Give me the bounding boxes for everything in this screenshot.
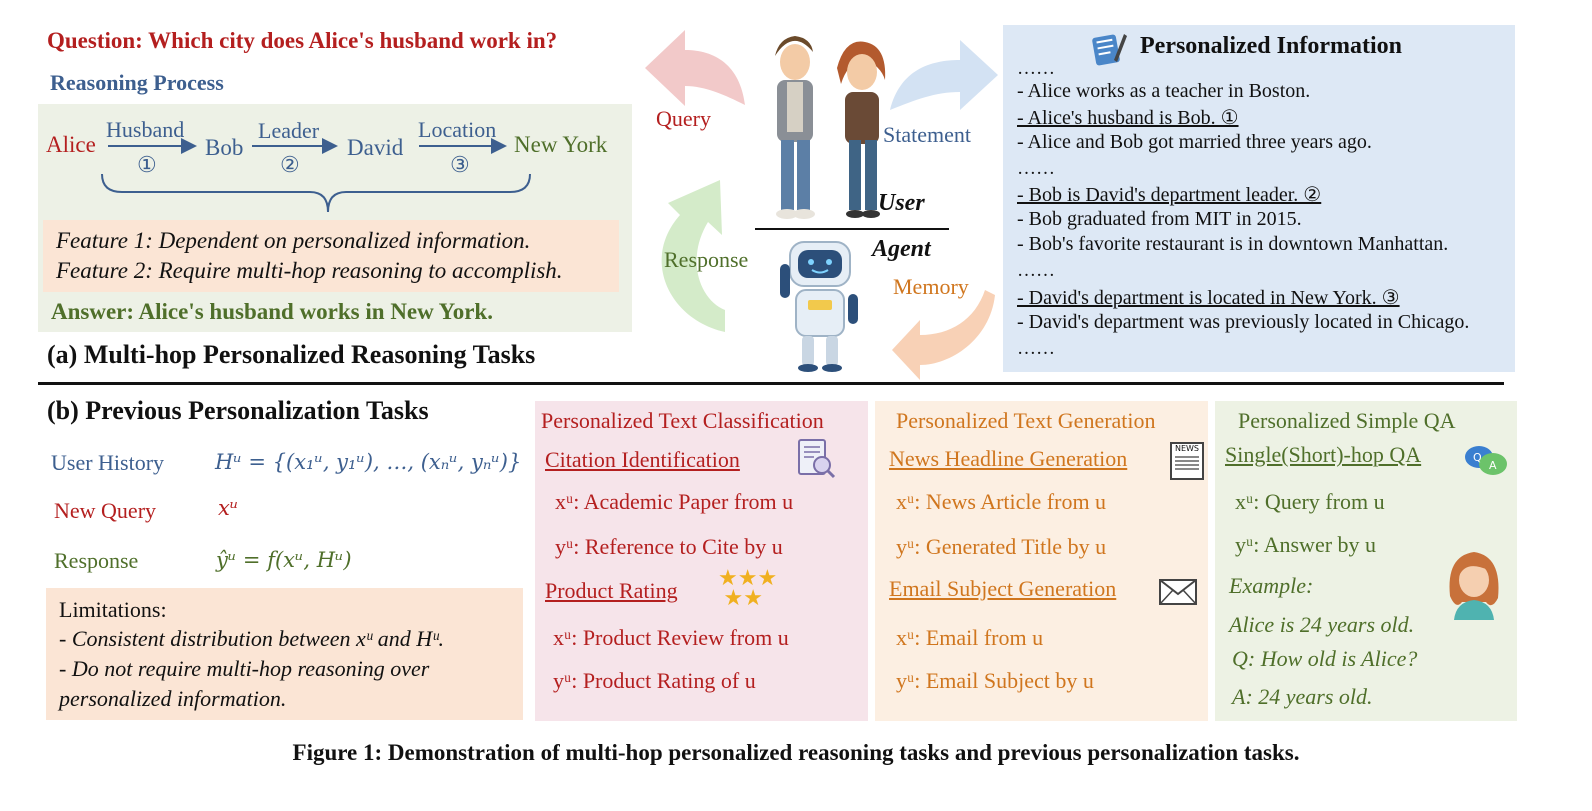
feature-2: Feature 2: Require multi-hop reasoning to accomplish. — [56, 258, 563, 283]
chain-alice: Alice — [46, 132, 96, 157]
news-task-title: News Headline Generation — [889, 446, 1128, 471]
qa-bubbles-icon — [1463, 442, 1509, 480]
stars-icon: ★★★ ★★ — [718, 565, 778, 610]
info-line: …… — [1017, 58, 1055, 79]
personal-info-title: Personalized Information — [1140, 33, 1402, 59]
info-line-highlight: - David's department is located in New York. ③ — [1017, 287, 1400, 309]
new-query-label: New Query — [54, 498, 157, 523]
chain-new-york: New York — [514, 132, 608, 157]
chain-step1: ① — [137, 152, 157, 177]
feature-1: Feature 1: Dependent on personalized information. — [56, 228, 531, 253]
reasoning-title: Reasoning Process — [50, 70, 224, 95]
info-line: …… — [1017, 158, 1055, 179]
limitations-title: Limitations: — [59, 597, 167, 622]
user-history-formula: Hᵘ = {(x₁ᵘ, y₁ᵘ), …, (xₙᵘ, yₙᵘ)} — [215, 450, 522, 474]
news-y: yᵘ: Generated Title by u — [896, 534, 1107, 559]
email-y: yᵘ: Email Subject by u — [896, 668, 1094, 693]
example-line-1: Alice is 24 years old. — [1229, 612, 1415, 637]
info-line: …… — [1017, 260, 1055, 281]
chain-husband: Husband — [106, 117, 185, 142]
chain-david: David — [347, 135, 404, 160]
example-line-2: Q: How old is Alice? — [1232, 646, 1418, 671]
info-line: - Alice works as a teacher in Boston. — [1017, 80, 1311, 102]
classification-title: Personalized Text Classification — [541, 408, 824, 433]
chain-bob: Bob — [205, 135, 244, 160]
brace — [102, 174, 530, 212]
notepad-icon — [1090, 30, 1128, 66]
info-line-highlight: - Alice's husband is Bob. ① — [1017, 107, 1239, 129]
question-text: Question: Which city does Alice's husband work in? — [47, 28, 558, 53]
envelope-icon — [1158, 578, 1198, 606]
email-x: xᵘ: Email from u — [896, 625, 1044, 650]
info-line: - David's department was previously located in Chicago. — [1017, 311, 1470, 333]
memory-arrow — [892, 290, 995, 380]
rating-x: xᵘ: Product Review from u — [553, 625, 789, 650]
chain-step2: ② — [280, 152, 300, 177]
label-response: Response — [664, 247, 749, 272]
info-line: - Bob's favorite restaurant is in downtown Manhattan. — [1017, 233, 1449, 255]
chain-step3: ③ — [450, 152, 470, 177]
user-agent-divider — [755, 228, 949, 230]
agent-robot-icon — [772, 236, 872, 372]
woman-avatar-icon — [1442, 546, 1506, 620]
response-formula: ŷᵘ = f(xᵘ, Hᵘ) — [216, 548, 352, 572]
limitation-3: personalized information. — [59, 686, 287, 711]
man-figure — [775, 36, 815, 219]
response-label: Response — [54, 548, 139, 573]
simple-qa-task-title: Single(Short)-hop QA — [1225, 442, 1422, 467]
chain-location: Location — [418, 117, 497, 142]
info-line: …… — [1017, 338, 1055, 359]
simple-qa-x: xᵘ: Query from u — [1235, 489, 1385, 514]
info-line: - Bob graduated from MIT in 2015. — [1017, 208, 1302, 230]
label-query: Query — [656, 106, 711, 131]
simple-qa-title: Personalized Simple QA — [1238, 408, 1456, 433]
simple-qa-y: yᵘ: Answer by u — [1235, 532, 1377, 557]
rating-task-title: Product Rating — [545, 578, 678, 603]
example-line-3: A: 24 years old. — [1232, 684, 1373, 709]
qa-bubble-a: A — [1489, 459, 1497, 472]
example-label: Example: — [1229, 573, 1314, 598]
citation-x: xᵘ: Academic Paper from u — [555, 489, 794, 514]
info-line: - Alice and Bob got married three years ago. — [1017, 131, 1372, 153]
generation-title: Personalized Text Generation — [896, 408, 1156, 433]
user-history-label: User History — [51, 450, 165, 475]
chain-arrows — [0, 0, 640, 220]
caption-a: (a) Multi-hop Personalized Reasoning Tasks — [47, 340, 536, 369]
label-statement: Statement — [883, 122, 971, 147]
email-task-title: Email Subject Generation — [889, 576, 1117, 601]
new-query-formula: xᵘ — [218, 496, 239, 520]
label-memory: Memory — [893, 274, 969, 299]
citation-task-title: Citation Identification — [545, 447, 740, 472]
label-agent: Agent — [872, 236, 931, 262]
figure-caption: Figure 1: Demonstration of multi-hop personalized reasoning tasks and previous personalization tasks. — [292, 740, 1300, 765]
section-divider — [38, 382, 1504, 385]
label-user: User — [878, 190, 925, 216]
citation-y: yᵘ: Reference to Cite by u — [555, 534, 783, 559]
news-x: xᵘ: News Article from u — [896, 489, 1107, 514]
limitation-1: - Consistent distribution between xᵘ and Hᵘ. — [59, 626, 445, 651]
document-search-icon — [796, 437, 838, 481]
query-arrow — [645, 30, 745, 106]
caption-b: (b) Previous Personalization Tasks — [47, 396, 429, 425]
newspaper-icon — [1170, 442, 1204, 480]
statement-arrow — [890, 40, 998, 110]
answer-text: Answer: Alice's husband works in New York. — [51, 299, 493, 324]
limitation-2: - Do not require multi-hop reasoning over — [59, 656, 430, 681]
qa-bubble-q: Q — [1473, 451, 1482, 464]
info-line-highlight: - Bob is David's department leader. ② — [1017, 184, 1322, 206]
chain-leader: Leader — [258, 118, 320, 143]
newspaper-icon-text: NEWS — [1174, 444, 1200, 453]
rating-y: yᵘ: Product Rating of u — [553, 668, 756, 693]
